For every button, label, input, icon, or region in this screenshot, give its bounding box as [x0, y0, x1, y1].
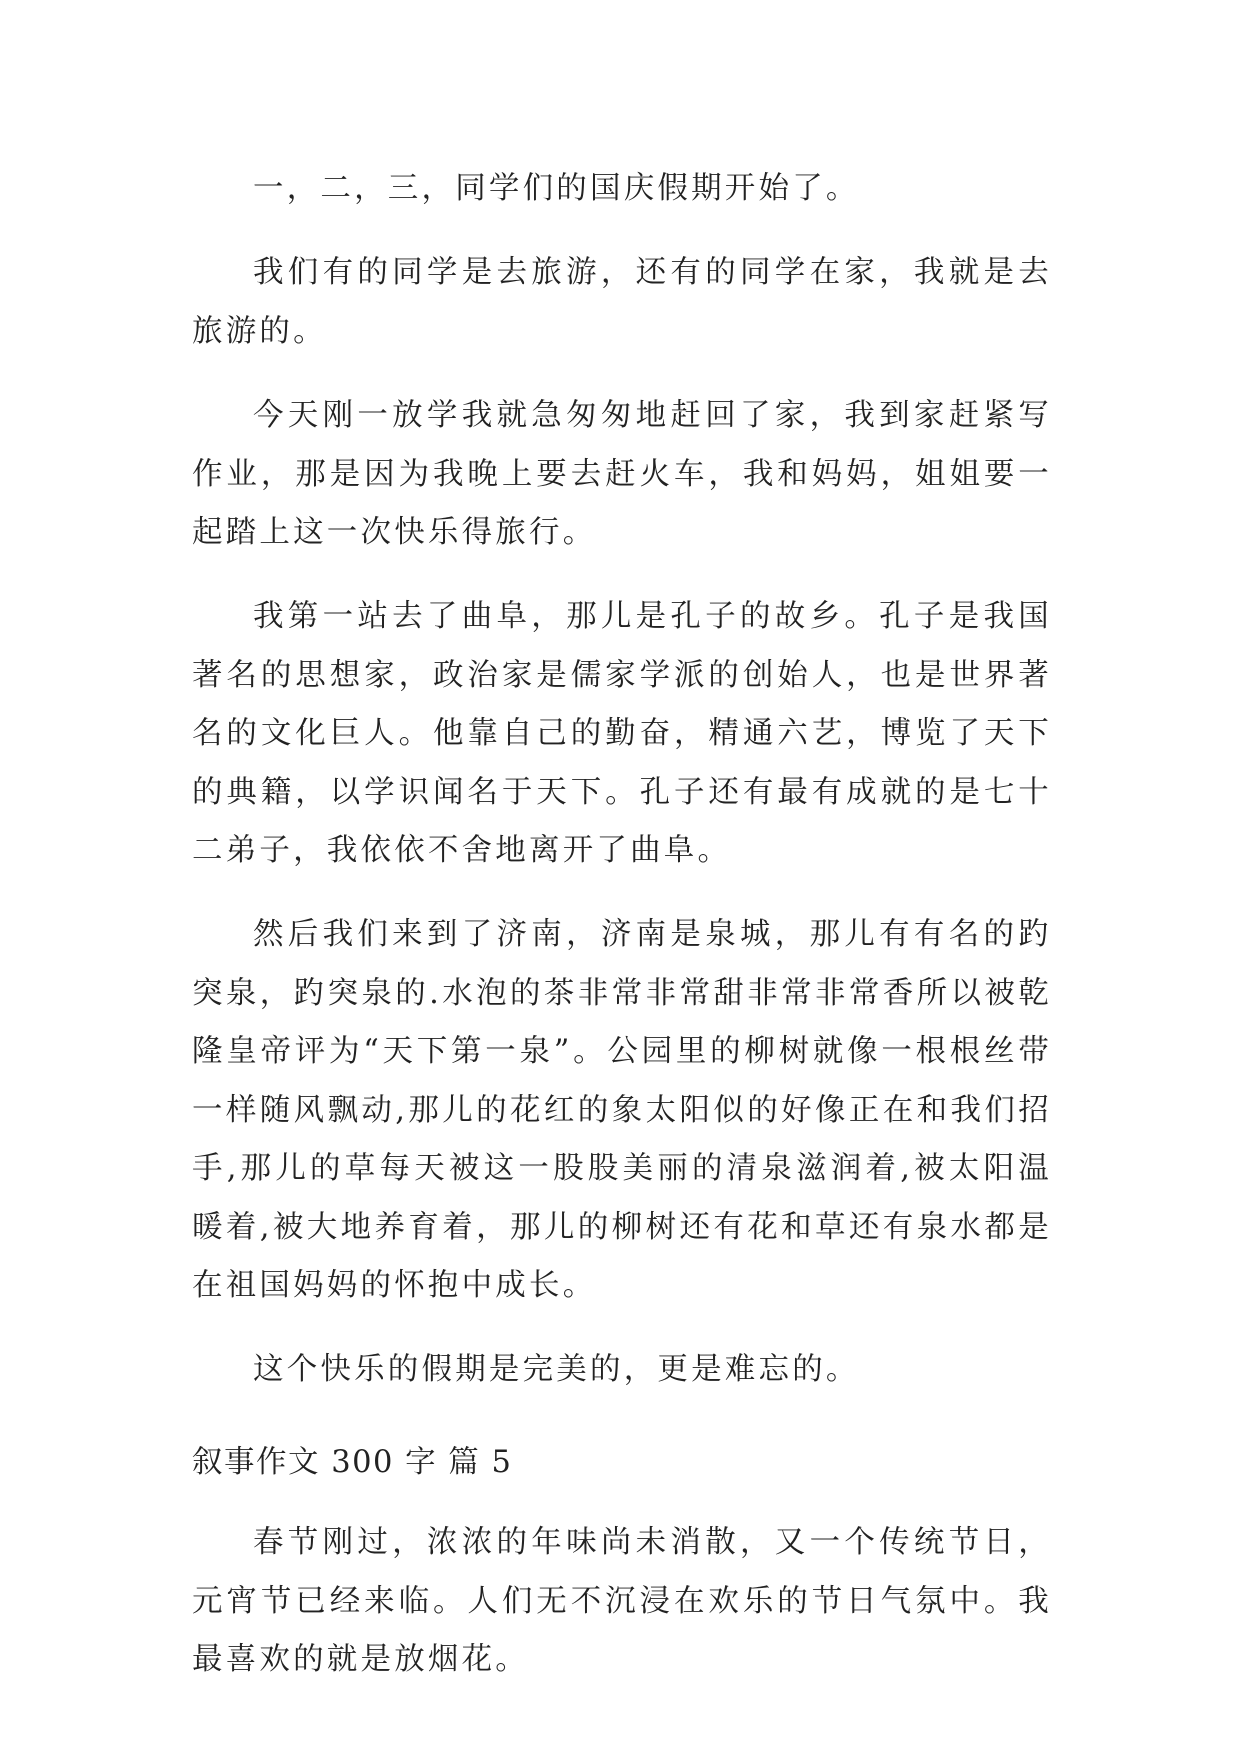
paragraph: 我们有的同学是去旅游，还有的同学在家，我就是去旅游的。 — [192, 255, 1052, 349]
section-heading: 叙事作文 300 字 篇 5 — [192, 1444, 513, 1480]
paragraph: 春节刚过，浓浓的年味尚未消散，又一个传统节日，元宵节已经来临。人们无不沉浸在欢乐的节日气氛中。我最喜欢的就是放烟花。 — [192, 1525, 1052, 1677]
document-body — [192, 160, 1052, 1715]
paragraph: 我第一站去了曲阜，那儿是孔子的故乡。孔子是我国著名的思想家，政治家是儒家学派的创始人，也是世界著名的文化巨人。他靠自己的勤奋，精通六艺，博览了天下的典籍，以学识闻名于天下。孔子还有最有成就的是七十二弟子，我依依不舍地离开了曲阜。 — [192, 599, 1052, 869]
paragraph: 然后我们来到了济南，济南是泉城，那儿有有名的趵突泉，趵突泉的.水泡的茶非常非常甜非常非常香所以被乾隆皇帝评为“天下第一泉”。公园里的柳树就像一根根丝带一样随风飘动,那儿的花红的象太阳似的好像正在和我们招手,那儿的草每天被这一股股美丽的清泉滋润着,被太阳温暖着,被大地养育着，那儿的柳树还有花和草还有泉水都是在祖国妈妈的怀抱中成长。 — [192, 917, 1052, 1303]
paragraph: 这个快乐的假期是完美的，更是难忘的。 — [253, 1352, 860, 1388]
paragraph: 今天刚一放学我就急匆匆地赶回了家，我到家赶紧写作业，那是因为我晚上要去赶火车，我和妈妈，姐姐要一起踏上这一次快乐得旅行。 — [192, 398, 1052, 551]
paragraph: 一，二，三，同学们的国庆假期开始了。 — [253, 171, 860, 206]
